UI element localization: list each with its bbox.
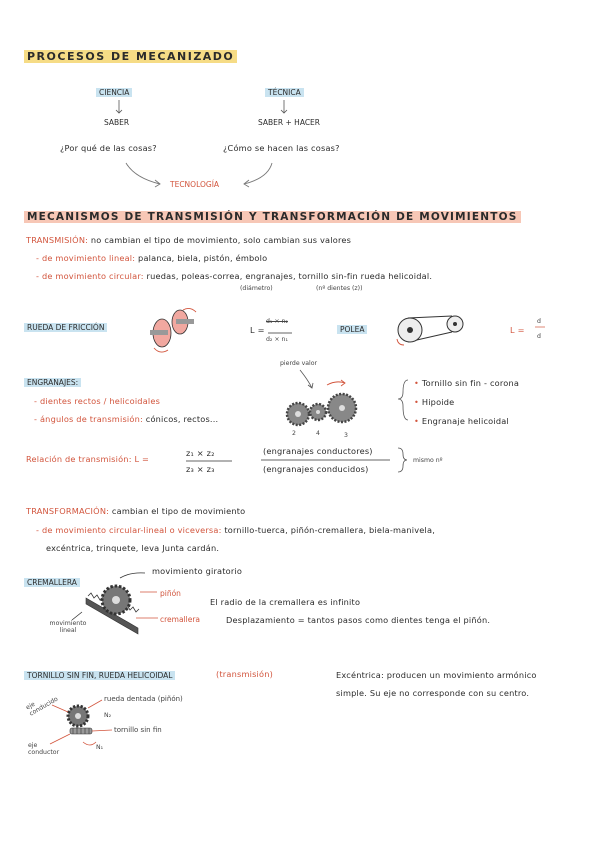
engranaje-type-2: • Hipoide bbox=[414, 397, 455, 407]
section2-title: MECANISMOS DE TRANSMISIÓN Y TRANSFORMACIÓN DE MOVIMIENTOS bbox=[24, 211, 521, 223]
relacion-den: z₃ × z₃ bbox=[186, 464, 215, 474]
ciencia-arrow-icon bbox=[116, 100, 122, 113]
cremallera-pinon: piñón bbox=[160, 589, 181, 598]
friccion-formula-lhs: L = bbox=[250, 325, 265, 335]
polea-formula-den: d bbox=[537, 333, 541, 340]
gear-train-icon bbox=[287, 380, 356, 425]
relacion-mismo: mismo nº bbox=[413, 457, 443, 464]
cremallera-desplazamiento: Desplazamiento = tantos pasos como dientes tenga el piñón. bbox=[226, 615, 491, 625]
curve-arrow-right-icon bbox=[244, 163, 272, 187]
relacion-right-den: (engranajes conducidos) bbox=[263, 464, 369, 474]
engranajes-label: ENGRANAJES: bbox=[24, 378, 81, 387]
polea-formula-num: d bbox=[537, 318, 541, 325]
tornillo-rueda-dentada: rueda dentada (piñón) bbox=[104, 695, 183, 703]
gear-label-2: 2 bbox=[292, 430, 296, 437]
transformacion-line: TRANSFORMACIÓN: cambian el tipo de movimiento bbox=[26, 506, 246, 516]
cremallera-label: CREMALLERA bbox=[24, 578, 80, 587]
tornillo-n1: N₁ bbox=[96, 744, 104, 751]
pierde-valor-arrow-icon bbox=[300, 370, 313, 388]
page-title: PROCESOS DE MECANIZADO bbox=[24, 50, 237, 63]
cremallera-mov-lineal: movimiento lineal bbox=[49, 620, 87, 634]
worm-gear-icon bbox=[50, 700, 112, 745]
cremallera-cremallera: cremallera bbox=[160, 615, 201, 624]
note-dientes: (nº dientes (z)) bbox=[316, 285, 363, 292]
engranaje-type-3: • Engranaje helicoidal bbox=[414, 416, 509, 426]
note-diametro: (diámetro) bbox=[240, 285, 273, 292]
engranaje-type-1: • Tornillo sin fin - corona bbox=[414, 378, 520, 388]
relacion-label: Relación de transmisión: L = bbox=[26, 454, 150, 464]
friccion-formula-den: d₂ × n₁ bbox=[266, 336, 288, 343]
gear-label-4: 4 bbox=[316, 430, 320, 437]
tecnica-arrow-icon bbox=[281, 100, 287, 113]
types-brace-icon bbox=[398, 380, 408, 420]
cremallera-mov-giratorio: movimiento giratorio bbox=[152, 566, 243, 576]
transmision-circular: - de movimiento circular: ruedas, poleas-correa, engranajes, tornillo sin-fin rueda helicoidal. bbox=[36, 271, 433, 281]
ciencia-sub: SABER bbox=[104, 118, 130, 127]
friccion-formula-num: d₁ × n₂ bbox=[266, 318, 288, 325]
rueda-friccion-label: RUEDA DE FRICCIÓN bbox=[24, 323, 107, 332]
transmision-line: TRANSMISIÓN: no cambian el tipo de movimiento, solo cambian sus valores bbox=[26, 235, 352, 245]
curve-arrow-left-icon bbox=[126, 163, 160, 187]
tecnica-question: ¿Cómo se hacen las cosas? bbox=[223, 143, 340, 153]
transformacion-line2: excéntrica, trinquete, leva Junta cardán. bbox=[46, 543, 220, 553]
rack-pinion-icon bbox=[72, 573, 158, 634]
transformacion-sub: - de movimiento circular-lineal o viceversa: tornillo-tuerca, piñón-cremallera, biela-manivela, bbox=[36, 525, 436, 535]
relacion-right-num: (engranajes conductores) bbox=[263, 446, 373, 456]
engranajes-item2: - ángulos de transmisión: cónicos, rectos... bbox=[34, 414, 219, 424]
excentrica-line1: Excéntrica: producen un movimiento armónico bbox=[336, 670, 537, 680]
tecnica-label: TÉCNICA bbox=[265, 88, 304, 97]
pulley-icon bbox=[397, 316, 463, 345]
tornillo-n2: N₂ bbox=[104, 712, 112, 719]
tornillo-eje-conducido: eje conducido bbox=[24, 695, 60, 718]
ciencia-label: CIENCIA bbox=[96, 88, 132, 97]
cremallera-radio: El radio de la cremallera es infinito bbox=[210, 597, 361, 607]
tornillo-eje-conductor: eje conductor bbox=[28, 742, 60, 756]
excentrica-line2: simple. Su eje no corresponde con su centro. bbox=[336, 688, 530, 698]
relacion-num: z₁ × z₂ bbox=[186, 448, 215, 458]
tornillo-transmision: (transmisión) bbox=[216, 669, 274, 679]
tornillo-sin-fin: tornillo sin fin bbox=[114, 726, 162, 734]
tecnica-sub: SABER + HACER bbox=[258, 118, 321, 127]
transmision-lineal: - de movimiento lineal: palanca, biela, pistón, émbolo bbox=[36, 253, 268, 263]
friction-wheel-icon bbox=[150, 308, 196, 352]
engranajes-item1: - dientes rectos / helicoidales bbox=[34, 396, 161, 406]
tecnologia-label: TECNOLOGÍA bbox=[170, 180, 220, 189]
ciencia-question: ¿Por qué de las cosas? bbox=[60, 143, 157, 153]
pierde-valor: pierde valor bbox=[280, 360, 318, 367]
gear-label-3: 3 bbox=[344, 432, 348, 439]
polea-formula-lhs: L = bbox=[510, 325, 525, 335]
polea-label: POLEA bbox=[337, 325, 367, 334]
relacion-brace-icon bbox=[398, 448, 407, 472]
tornillo-label: TORNILLO SIN FIN, RUEDA HELICOIDAL bbox=[24, 671, 175, 680]
